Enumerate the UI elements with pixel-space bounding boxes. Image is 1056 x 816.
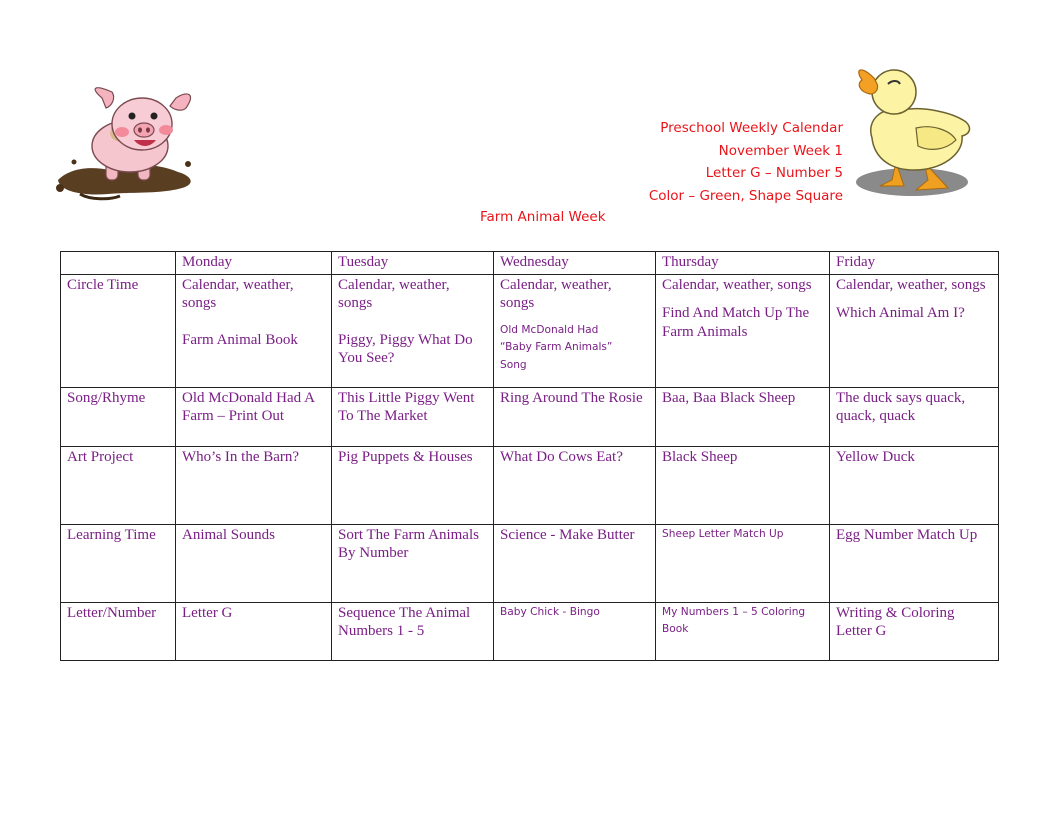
- table-cell: Who’s In the Barn?: [176, 446, 332, 524]
- table-row: [61, 274, 999, 387]
- day-header-friday: Friday: [830, 252, 999, 275]
- pig-image: [50, 84, 200, 206]
- cell-text: Piggy, Piggy What Do You See?: [338, 331, 473, 366]
- row-label-learning-time: Learning Time: [61, 524, 176, 602]
- table-cell: Animal Sounds: [176, 524, 332, 602]
- table-cell: [332, 274, 494, 387]
- table-cell: [830, 274, 999, 387]
- subtitle: Farm Animal Week: [480, 209, 606, 225]
- header-line-4: Color – Green, Shape Square: [648, 188, 843, 204]
- cell-text: Baby Chick - Bingo: [500, 605, 600, 618]
- header-line-1: Preschool Weekly Calendar: [660, 120, 843, 136]
- row-label-song-rhyme: Song/Rhyme: [61, 387, 176, 446]
- cell-text: Song: [500, 358, 527, 371]
- cell-text: “Baby Farm Animals”: [500, 341, 613, 353]
- table-cell: [656, 524, 830, 602]
- table-cell: Sequence The Animal Numbers 1 - 5: [332, 602, 494, 660]
- table-cell: The duck says quack, quack, quack: [830, 387, 999, 446]
- cell-text: Calendar, weather, songs: [500, 276, 612, 311]
- row-label-circle-time: Circle Time: [61, 274, 176, 387]
- table-row: [61, 446, 999, 524]
- day-header-thursday: Thursday: [656, 252, 830, 275]
- table-cell: Yellow Duck: [830, 446, 999, 524]
- cell-text: Calendar, weather, songs: [836, 276, 986, 293]
- header-line-3: Letter G – Number 5: [705, 165, 843, 181]
- header-line-2: November Week 1: [718, 143, 843, 159]
- table-cell: [656, 602, 830, 660]
- table-cell: Pig Puppets & Houses: [332, 446, 494, 524]
- row-label-art-project: Art Project: [61, 446, 176, 524]
- table-row: [61, 524, 999, 602]
- table-cell: This Little Piggy Went To The Market: [332, 387, 494, 446]
- table-cell: Old McDonald Had A Farm – Print Out: [176, 387, 332, 446]
- table-cell: Sort The Farm Animals By Number: [332, 524, 494, 602]
- table-cell: Writing & Coloring Letter G: [830, 602, 999, 660]
- corner-cell: [61, 252, 176, 275]
- cell-text: Find And Match Up The Farm Animals: [662, 305, 810, 340]
- cell-text: Old McDonald Had: [500, 323, 599, 336]
- table-row: [61, 387, 999, 446]
- table-header-row: [61, 252, 999, 275]
- cell-text: Calendar, weather, songs: [338, 276, 450, 311]
- table-cell: Baa, Baa Black Sheep: [656, 387, 830, 446]
- table-cell: Black Sheep: [656, 446, 830, 524]
- cell-text: Farm Animal Book: [182, 331, 298, 348]
- weekly-schedule-table: [60, 251, 999, 661]
- table-cell: Letter G: [176, 602, 332, 660]
- cell-text: Which Animal Am I?: [836, 305, 965, 321]
- table-cell: Science - Make Butter: [494, 524, 656, 602]
- row-label-letter-number: Letter/Number: [61, 602, 176, 660]
- table-cell: What Do Cows Eat?: [494, 446, 656, 524]
- table-cell: [494, 274, 656, 387]
- day-header-tuesday: Tuesday: [332, 252, 494, 275]
- table-cell: [494, 602, 656, 660]
- cell-text: Calendar, weather, songs: [662, 276, 812, 293]
- table-cell: Ring Around The Rosie: [494, 387, 656, 446]
- day-header-monday: Monday: [176, 252, 332, 275]
- cell-text: Sheep Letter Match Up: [662, 527, 784, 540]
- duck-image: [852, 62, 978, 202]
- table-cell: [176, 274, 332, 387]
- day-header-wednesday: Wednesday: [494, 252, 656, 275]
- cell-text: Calendar, weather, songs: [182, 276, 294, 311]
- table-cell: [656, 274, 830, 387]
- table-cell: Egg Number Match Up: [830, 524, 999, 602]
- cell-text: My Numbers 1 – 5 Coloring Book: [662, 605, 806, 635]
- table-row: [61, 602, 999, 660]
